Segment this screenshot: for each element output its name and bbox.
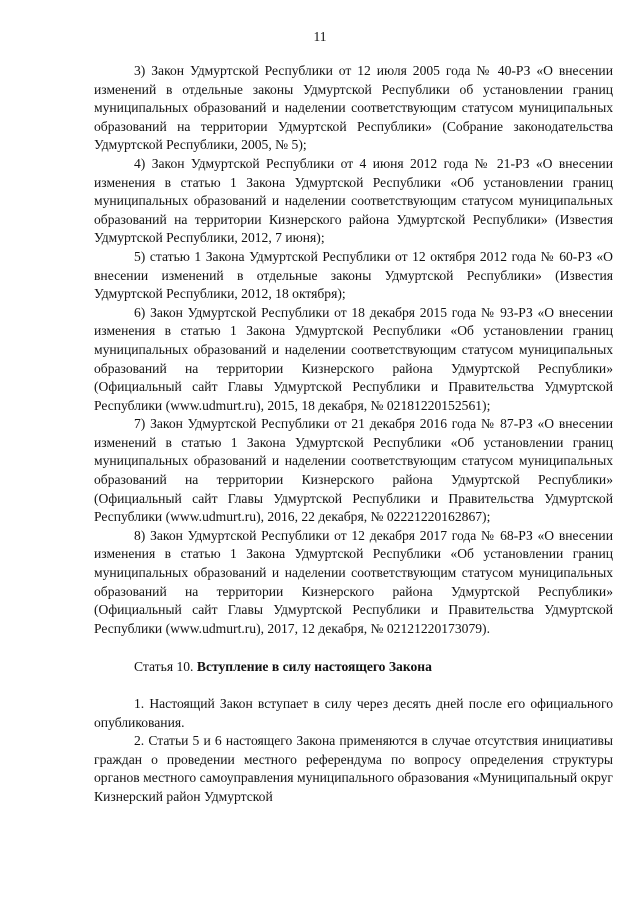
- list-item: 6) Закон Удмуртской Республики от 18 декабря 2015 года № 93-РЗ «О внесении изменения в статью 1 Закона Удмуртской Республики «Об установлении границ муниципальных образований и наделении соответствующим статусом муниципальных образований на территории Кизнерского района Удмуртской Республики» (Официальный сайт Главы Удмуртской Республики и Правительства Удмуртской Республики (www.udmurt.ru), 2015, 18 декабря, № 02181220152561);: [94, 304, 613, 413]
- article-heading: [94, 658, 613, 677]
- list-item: 7) Закон Удмуртской Республики от 21 декабря 2016 года № 87-РЗ «О внесении изменений в статью 1 Закона Удмуртской Республики «Об установлении границ муниципальных образований и наделении соответствующим статусом муниципальных образований на территории Кизнерского района Удмуртской Республики» (Официальный сайт Главы Удмуртской Республики и Правительства Удмуртской Республики (www.udmurt.ru), 2016, 22 декабря, № 02221220162867);: [94, 416, 613, 525]
- article-paragraph: 1. Настоящий Закон вступает в силу через десять дней после его официального опубликования.: [94, 696, 613, 730]
- list-item: 4) Закон Удмуртской Республики от 4 июня 2012 года № 21-РЗ «О внесении изменения в статью 1 Закона Удмуртской Республики «Об установлении границ муниципальных образований и наделении соответствующим статусом муниципальных образований на территории Кизнерского района Удмуртской Республики» (Известия Удмуртской Республики, 2012, 7 июня);: [94, 155, 613, 246]
- article-label: Статья 10.: [134, 659, 194, 675]
- list-item: 5) статью 1 Закона Удмуртской Республики от 12 октября 2012 года № 60-РЗ «О внесении изменений в отдельные законы Удмуртской Республики» (Известия Удмуртской Республики, 2012, 18 октября);: [94, 248, 613, 302]
- list-item: 8) Закон Удмуртской Республики от 12 декабря 2017 года № 68-РЗ «О внесении изменения в статью 1 Закона Удмуртской Республики «Об установлении границ муниципальных образований и наделении соответствующим статусом муниципальных образований на территории Кизнерского района Удмуртской Республики» (Официальный сайт Главы Удмуртской Республики и Правительства Удмуртской Республики (www.udmurt.ru), 2017, 12 декабря, № 02121220173079).: [94, 527, 613, 636]
- list-item: 3) Закон Удмуртской Республики от 12 июля 2005 года № 40-РЗ «О внесении изменений в отдельные законы Удмуртской Республики об установлении границ муниципальных образований и наделении соответствующим статусом муниципальных образований на территории Удмуртской Республики» (Собрание законодательства Удмуртской Республики, 2005, № 5);: [94, 63, 613, 153]
- article-title: Вступление в силу настоящего Закона: [196, 659, 432, 675]
- document-body: [94, 62, 613, 807]
- page-number: 11: [313, 29, 327, 44]
- article-paragraph: 2. Статьи 5 и 6 настоящего Закона применяются в случае отсутствия инициативы граждан о проведении местного референдума по вопросу определения структуры органов местного самоуправления муниципального образования «Муниципальный округ Кизнерский район Удмуртской: [94, 733, 613, 804]
